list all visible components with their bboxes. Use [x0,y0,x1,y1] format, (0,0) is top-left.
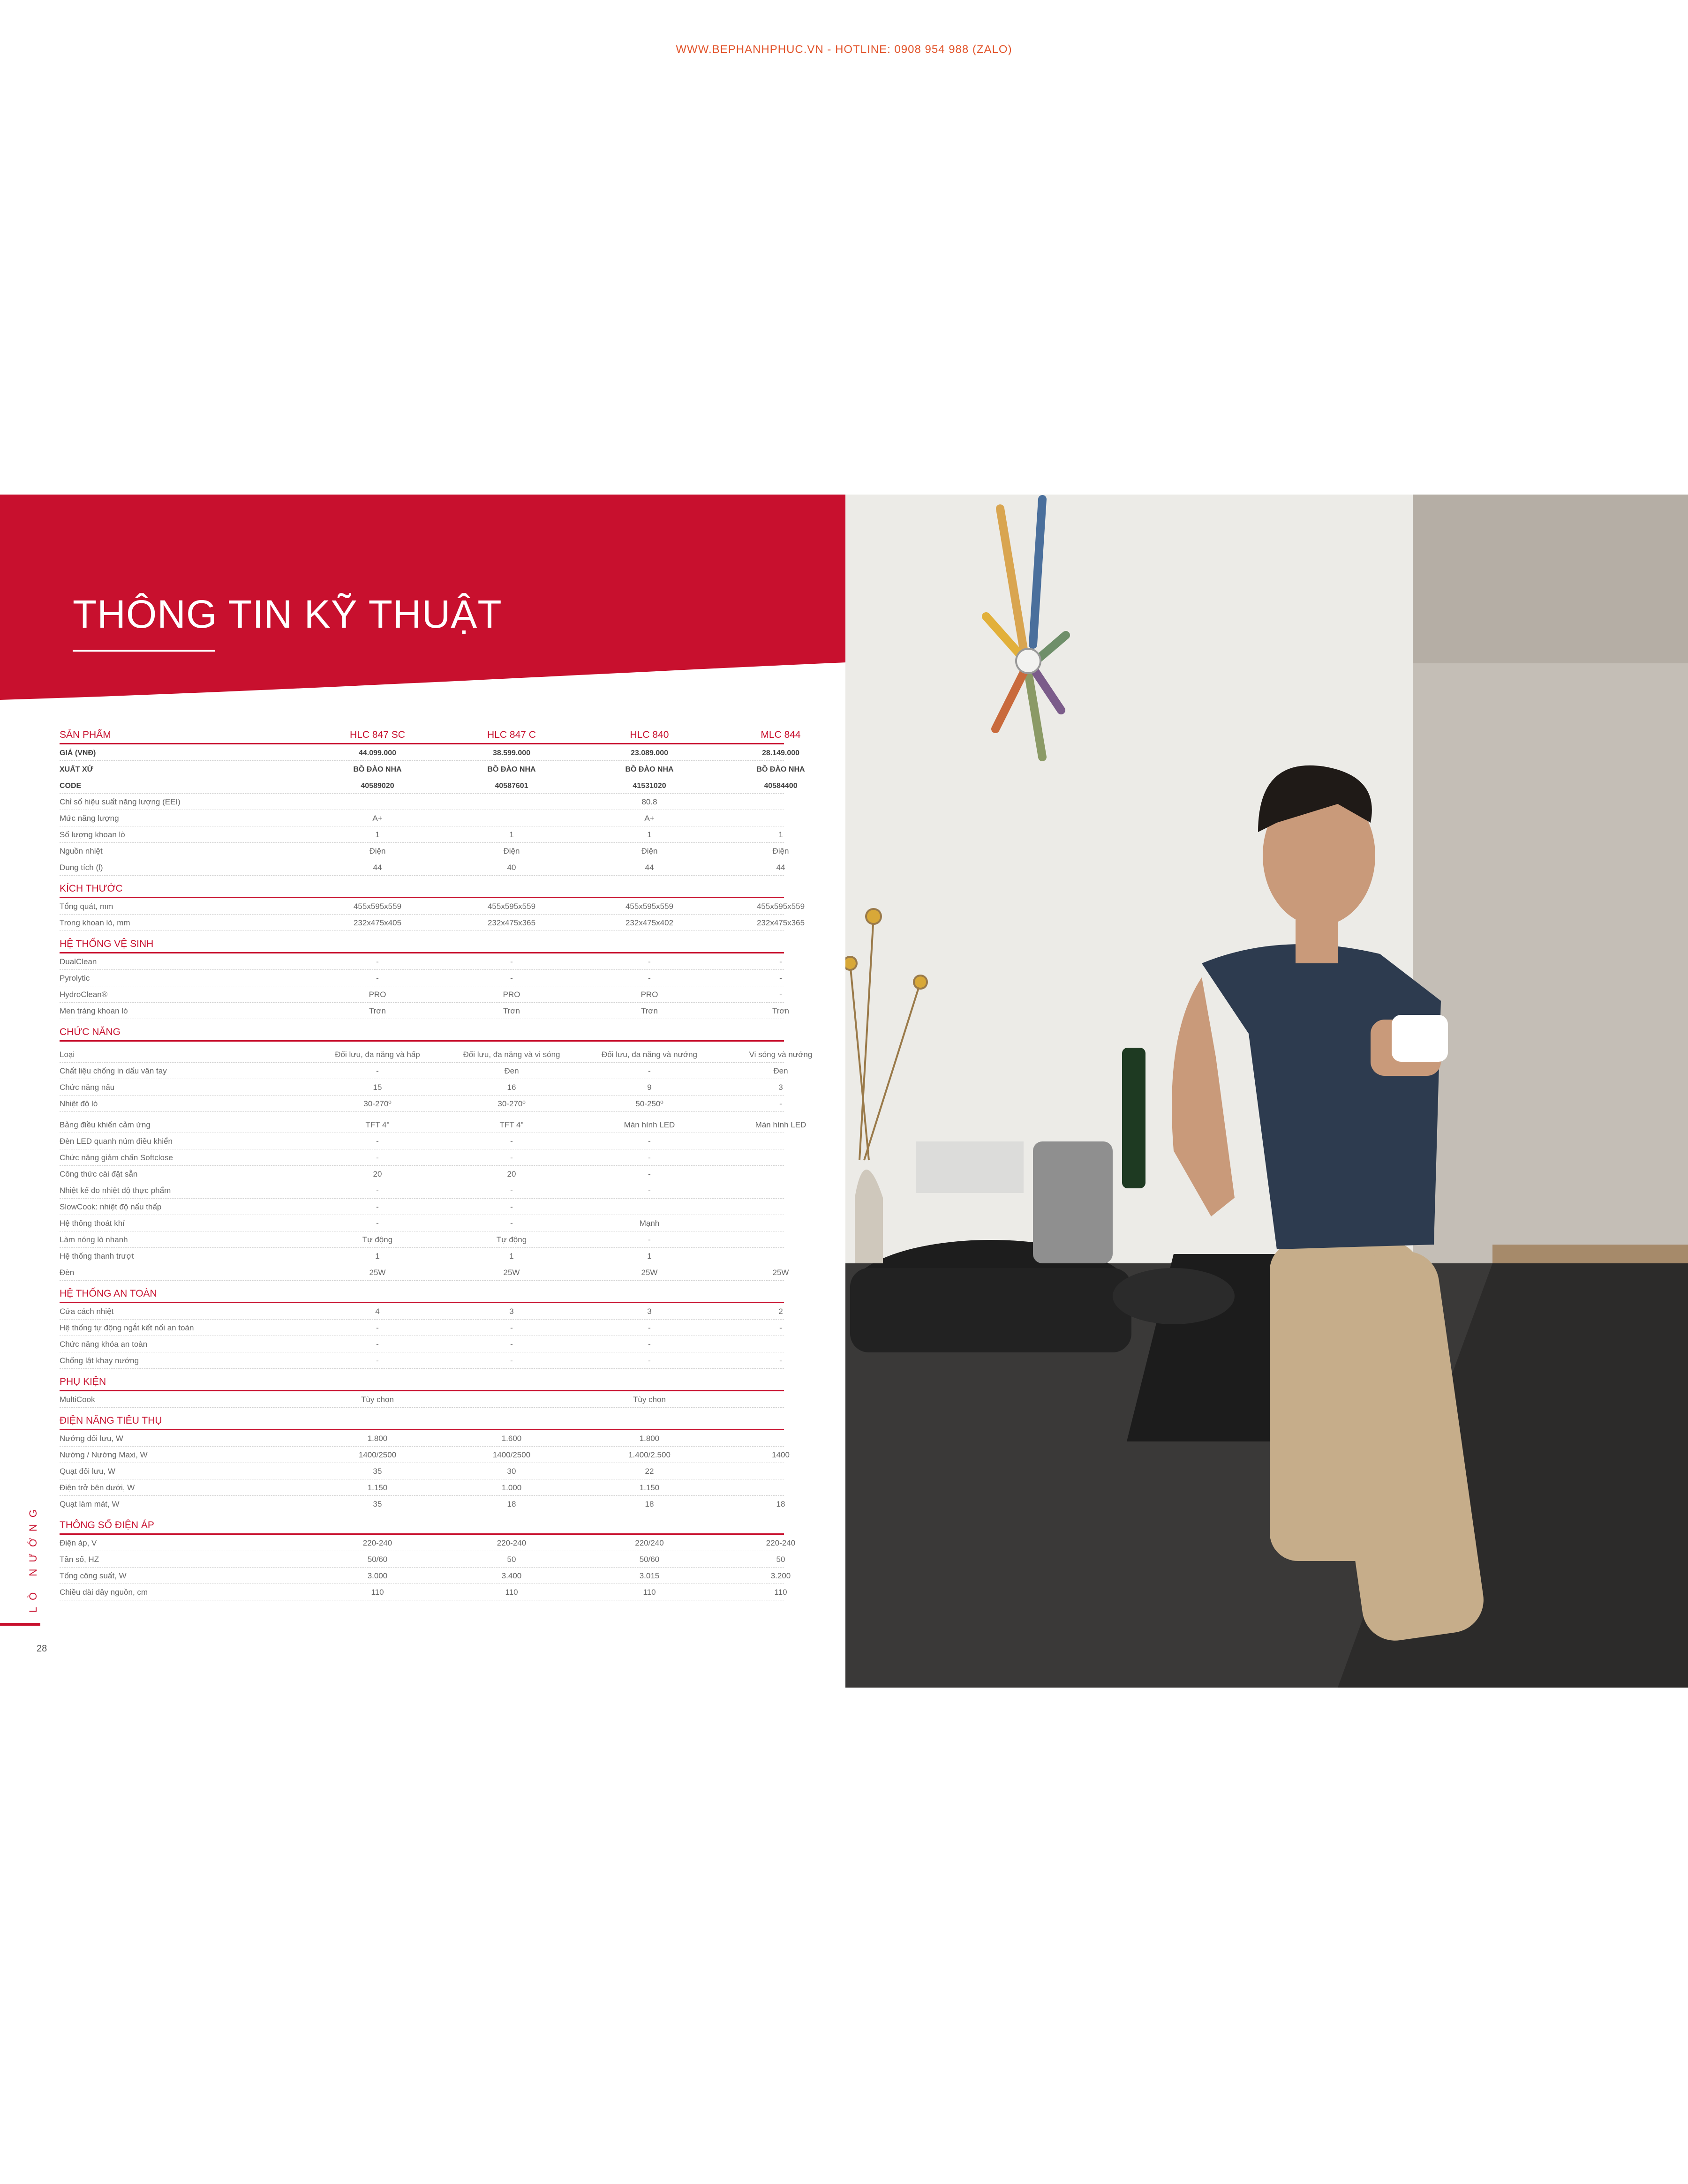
cell: 220/240 [635,1539,664,1547]
section-title: THÔNG SỐ ĐIỆN ÁP [60,1520,154,1531]
cell: 1.150 [639,1483,660,1492]
cell: 30-270º [497,1099,526,1108]
cell: - [510,1356,513,1365]
cell: 16 [507,1083,516,1092]
page-number: 28 [37,1644,47,1654]
table-row [60,1584,787,1600]
side-category-label: LÒ NƯỚNG [27,1503,39,1613]
cell: Điện [772,847,789,856]
table-row [60,859,784,876]
cell: - [510,1323,513,1332]
cell: 30 [507,1467,516,1476]
section-title: PHỤ KIỆN [60,1376,106,1387]
row-label: Chức năng nấu [60,1083,115,1092]
cell: 110 [371,1588,384,1597]
cell: 455x595x559 [625,902,674,911]
section-header-he-thong-ve-sinh [60,931,784,953]
table-row [60,826,784,843]
row-label: Tần số, HZ [60,1555,99,1564]
cell: BỒ ĐÀO NHA [353,766,402,773]
cell: 1 [375,830,380,839]
cell: - [648,1323,651,1332]
model-header: HLC 847 SC [350,729,405,740]
cell: - [510,1202,513,1211]
cell: Trơn [503,1006,520,1015]
cell: - [376,974,379,983]
cell: 25W [772,1268,789,1277]
row-label: Tổng quát, mm [60,902,113,911]
row-label: Chiều dài dây nguồn, cm [60,1588,148,1597]
cell: Màn hình LED [624,1120,675,1129]
section-title: HỆ THỐNG VỆ SINH [60,938,154,949]
section-title: HỆ THỐNG AN TOÀN [60,1288,157,1299]
cell: - [779,974,782,983]
cell: 1400/2500 [358,1450,397,1459]
cell: Đen [773,1066,788,1075]
cell: 1 [647,1252,652,1261]
cell: Điện [369,847,386,856]
cell: 50-250º [635,1099,663,1108]
cell: - [510,1137,513,1146]
cell: 30-270º [363,1099,392,1108]
cell: Đen [504,1066,519,1075]
cell: Trơn [641,1006,658,1015]
cell: - [376,1323,379,1332]
table-row [60,1231,784,1248]
cell: - [376,957,379,966]
cell: 20 [507,1170,516,1178]
cell: 3.000 [367,1571,388,1580]
table-row [60,1568,791,1584]
cell: - [779,1099,782,1108]
cell: 4 [375,1307,380,1316]
cell: 44 [373,863,382,872]
row-label: GIÁ (VNĐ) [60,749,96,757]
cell: 1 [509,830,514,839]
row-label: Men tráng khoan lò [60,1006,128,1015]
cell: - [376,1340,379,1349]
table-row [60,1003,790,1019]
cell: 3 [647,1307,652,1316]
row-label: Điện trở bên dưới, W [60,1483,135,1492]
cell: 232x475x365 [756,918,805,927]
cell: 41531020 [633,782,666,790]
table-row [60,1079,784,1096]
row-label: Hệ thống thanh trượt [60,1252,134,1261]
row-label: Quạt làm mát, W [60,1500,120,1509]
table-row [60,915,805,931]
section-header-chuc-nang [60,1019,784,1042]
section-header-dien-nang-tieu-thu [60,1408,784,1430]
row-label: XUẤT XỨ [60,766,93,773]
table-row [60,1463,784,1479]
cell: Tự động [362,1235,393,1244]
cell: - [376,1356,379,1365]
row-label: Nguồn nhiệt [60,847,103,856]
cell: PRO [503,990,520,999]
cell: Vi sóng và nướng [749,1050,813,1059]
cell: - [648,1356,651,1365]
cell: 50 [507,1555,516,1564]
cell: TFT 4" [365,1120,390,1129]
table-row [60,1496,784,1512]
row-label: Chức năng khóa an toàn [60,1340,148,1349]
table-row [60,1199,784,1215]
cell: 25W [369,1268,386,1277]
row-label: Chống lật khay nướng [60,1356,139,1365]
cell: 232x475x402 [625,918,674,927]
cell: 80.8 [641,797,657,806]
cell: Màn hình LED [755,1120,806,1129]
cell: 44 [645,863,654,872]
cell: 15 [373,1083,382,1092]
cell: 40589020 [361,782,394,790]
table-row [60,1182,784,1199]
cell: BỒ ĐÀO NHA [487,766,536,773]
cell: 1 [647,830,652,839]
table-row [60,744,800,761]
cell: - [510,1186,513,1195]
cell: 3.200 [770,1571,791,1580]
table-row [60,970,784,986]
cell: 1.400/2.500 [628,1450,671,1459]
table-row [60,1391,784,1408]
row-label: SlowCook: nhiệt độ nấu thấp [60,1202,162,1211]
cell: Mạnh [639,1219,660,1228]
cell: BỒ ĐÀO NHA [756,766,805,773]
row-label: Loại [60,1050,75,1059]
cell: 25W [641,1268,658,1277]
table-row [60,1303,784,1320]
model-header: HLC 847 C [487,729,536,740]
cell: 20 [373,1170,382,1178]
section-title: KÍCH THƯỚC [60,883,123,894]
cell: - [648,974,651,983]
kitchen-lifestyle-photo [845,495,1688,1688]
table-row [60,1248,784,1264]
section-title: ĐIỆN NĂNG TIÊU THỤ [60,1415,162,1426]
row-label: Dung tích (l) [60,863,103,872]
table-row [60,986,784,1003]
row-label: Nhiệt kế đo nhiệt độ thực phẩm [60,1186,171,1195]
cell: - [648,957,651,966]
cell: 40 [507,863,516,872]
cell: 1.150 [367,1483,388,1492]
cell: Đối lưu, đa năng và vi sóng [463,1050,560,1059]
row-label: Số lượng khoan lò [60,830,125,839]
row-label: Pyrolytic [60,974,90,983]
table-row [60,1535,796,1551]
section-header-he-thong-an-toan [60,1281,784,1303]
cell: - [779,957,782,966]
cell: A+ [372,814,383,823]
row-label: Điện áp, V [60,1539,97,1547]
cell: Tùy chọn [361,1395,394,1404]
cell: 44.099.000 [358,749,397,757]
table-row [60,898,805,915]
cell: - [376,1137,379,1146]
cell: - [648,1170,651,1178]
table-row [60,1149,784,1166]
cell: TFT 4" [499,1120,524,1129]
table-row [60,953,784,970]
cell: 3.400 [501,1571,522,1580]
row-label: Mức năng lượng [60,814,119,823]
cell: 1 [375,1252,380,1261]
cell: - [648,1235,651,1244]
row-label: Chỉ số hiệu suất năng lượng (EEI) [60,797,181,806]
row-label: Nướng / Nướng Maxi, W [60,1450,148,1459]
cell: Đối lưu, đa năng và nướng [601,1050,698,1059]
row-label: Công thức cài đặt sẵn [60,1170,138,1178]
table-row [60,1112,806,1133]
cell: - [376,1202,379,1211]
hotline-text[interactable]: WWW.BEPHANHPHUC.VN - HOTLINE: 0908 954 988 (ZALO) [676,43,1012,56]
table-row [60,1264,789,1281]
row-label: Làm nóng lò nhanh [60,1235,128,1244]
cell: 2 [778,1307,783,1316]
cell: 220-240 [766,1539,796,1547]
cell: - [648,1066,651,1075]
row-label: Chức năng giảm chấn Softclose [60,1153,173,1162]
cell: 3.015 [639,1571,660,1580]
cell: - [648,1340,651,1349]
section-header-san-pham [60,726,801,744]
cell: 455x595x559 [353,902,402,911]
cell: 22 [645,1467,654,1476]
table-row [60,1479,784,1496]
cell: 1 [509,1252,514,1261]
title-underline [73,650,215,652]
section-header-kich-thuoc [60,876,784,898]
table-row [60,794,784,810]
cell: 1.600 [501,1434,522,1443]
section-header-phu-kien [60,1369,784,1391]
cell: Trơn [772,1006,790,1015]
section-title: SẢN PHẨM [60,729,111,740]
cell: 18 [507,1500,516,1509]
cell: 50 [776,1555,785,1564]
cell: 110 [505,1588,518,1597]
cell: - [648,1153,651,1162]
cell: A+ [644,814,655,823]
model-header: MLC 844 [761,729,801,740]
cell: - [376,1219,379,1228]
cell: 455x595x559 [487,902,536,911]
cell: 44 [776,863,785,872]
cell: - [648,1186,651,1195]
row-label: Đèn [60,1268,75,1277]
row-label: CODE [60,782,82,790]
cell: BỒ ĐÀO NHA [625,766,674,773]
cell: - [510,1153,513,1162]
cell: Tùy chọn [633,1395,666,1404]
cell: - [779,1356,782,1365]
cell: - [510,1219,513,1228]
cell: 25W [503,1268,520,1277]
row-label: Hệ thống thoát khí [60,1219,125,1228]
table-row [60,843,789,859]
table-row [60,1336,784,1352]
row-label: Cửa cách nhiệt [60,1307,114,1316]
cell: Điện [503,847,520,856]
cell: Tự động [496,1235,527,1244]
table-row [60,1042,813,1063]
cell: 18 [645,1500,654,1509]
cell: 110 [774,1588,787,1597]
section-title: CHỨC NĂNG [60,1027,121,1037]
cell: 3 [778,1083,783,1092]
cell: 38.599.000 [492,749,531,757]
row-label: HydroClean® [60,990,108,999]
cell: 1400 [772,1450,790,1459]
cell: - [376,1153,379,1162]
row-label: Trong khoan lò, mm [60,918,130,927]
spec-table [60,726,813,1600]
table-row [60,810,784,826]
cell: 50/60 [367,1555,388,1564]
cell: 18 [776,1500,785,1509]
row-label: DualClean [60,957,97,966]
cell: - [510,1340,513,1349]
cell: - [510,957,513,966]
side-tab-marker [0,1623,40,1626]
cell: 9 [647,1083,652,1092]
cell: - [648,1137,651,1146]
cell: 1400/2500 [492,1450,531,1459]
cell: PRO [641,990,658,999]
cell: 220-240 [362,1539,392,1547]
cell: 110 [643,1588,656,1597]
cell: 50/60 [639,1555,660,1564]
section-header-thong-so-dien-ap [60,1512,784,1535]
table-row [60,1133,784,1149]
table-row [60,1352,784,1369]
row-label: Quạt đối lưu, W [60,1467,116,1476]
row-label: MultiCook [60,1395,95,1404]
cell: 220-240 [497,1539,527,1547]
cell: - [510,974,513,983]
cell: - [376,1066,379,1075]
row-label: Nhiệt độ lò [60,1099,98,1108]
cell: - [779,1323,782,1332]
row-label: Đèn LED quanh núm điều khiển [60,1137,173,1146]
cell: Trơn [369,1006,386,1015]
cell: PRO [369,990,386,999]
table-row [60,777,798,794]
cell: 232x475x365 [487,918,536,927]
table-row [60,1096,784,1112]
table-row [60,1447,790,1463]
cell: Điện [641,847,658,856]
cell: 28.149.000 [761,749,800,757]
table-row [60,1063,788,1079]
cell: 1 [778,830,783,839]
cell: 35 [373,1500,382,1509]
page-title: THÔNG TIN KỸ THUẬT [73,592,502,636]
cell: 35 [373,1467,382,1476]
table-row [60,1166,784,1182]
cell: 1.800 [367,1434,388,1443]
cell: - [376,1186,379,1195]
cell: 1.000 [501,1483,522,1492]
cell: 1.800 [639,1434,660,1443]
row-label: Nướng đối lưu, W [60,1434,123,1443]
table-row [60,1430,784,1447]
cell: 455x595x559 [756,902,805,911]
table-row [60,1215,784,1231]
cell: - [779,990,782,999]
table-row [60,761,805,777]
cell: 40587601 [495,782,528,790]
cell: Đối lưu, đa năng và hấp [335,1050,420,1059]
row-label: Tổng công suất, W [60,1571,127,1580]
row-label: Bảng điều khiển cảm ứng [60,1120,151,1129]
cell: 23.089.000 [630,749,669,757]
row-label: Hệ thống tự động ngắt kết nối an toàn [60,1323,194,1332]
table-row [60,1551,784,1568]
cell: 40584400 [764,782,798,790]
cell: 232x475x405 [353,918,402,927]
row-label: Chất liệu chống in dấu vân tay [60,1066,167,1075]
model-header: HLC 840 [630,729,669,740]
cell: 3 [509,1307,514,1316]
table-row [60,1320,784,1336]
